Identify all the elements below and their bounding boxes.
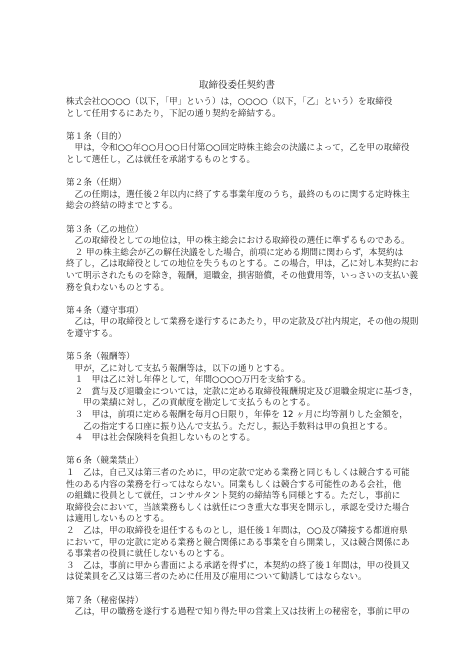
text-line: 乙は，甲の取締役として業務を遂行するにあたり，甲の定款及び社内規定，その他の規則 bbox=[66, 317, 419, 328]
text-line: ２ 賞与及び退職金については，定款に定める取締役報酬規定及び退職金規定に基づき， bbox=[66, 386, 418, 397]
text-line: １ 甲は乙に対し年俸として，年間○○○○万円を支給する。 bbox=[66, 375, 311, 386]
paragraph-gap bbox=[66, 340, 410, 352]
text-line: を遵守する。 bbox=[66, 328, 118, 339]
document-body bbox=[66, 97, 419, 619]
text-line: 株式会社○○○○（以下，「甲」という）は，○○○○（以下，「乙」という）を取締役 bbox=[66, 97, 393, 107]
text-line: 性のある内容の業務を行ってはならない。同業もしくは競合する可能性のある会社，他 bbox=[66, 479, 402, 490]
text-line: 総会の終結の時までとする。 bbox=[66, 201, 178, 212]
text-line: 乙の取締役としての地位は，甲の株主総会における取締役の選任に準ずるものである。 bbox=[66, 236, 410, 247]
article-paragraph bbox=[66, 236, 419, 294]
text-line: は適用しないものとする。 bbox=[66, 514, 170, 525]
text-line: いて明示されたものを除き，報酬，退職金，損害賠償，その他費用等，いっさいの支払い義 bbox=[66, 270, 419, 281]
text-line: 乙は，甲の職務を遂行する過程で知り得た甲の営業上又は技術上の秘密を，事前に甲の bbox=[66, 607, 410, 618]
article-heading: 第３条（乙の地位） bbox=[66, 224, 144, 235]
paragraph-gap bbox=[66, 167, 410, 179]
text-line: ３ 乙は，事前に甲から書面による承諾を得ずに，本契約の終了後１年間は，甲の役員又 bbox=[66, 560, 410, 571]
article-paragraph bbox=[66, 190, 410, 213]
text-line: １ 乙は，自己又は第三者のために，甲の定款で定める業務と同じもしくは競合する可能 bbox=[66, 468, 410, 478]
text-line: として任用するにあたり，下記の通り契約を締結する。 bbox=[66, 108, 281, 119]
text-line: ４ 甲は社会保険料を負担しないものとする。 bbox=[66, 433, 256, 444]
paragraph-gap bbox=[66, 294, 410, 306]
article-paragraph bbox=[66, 468, 410, 584]
article-paragraph bbox=[66, 363, 418, 445]
paragraph-gap bbox=[66, 120, 410, 132]
article-heading: 第４条（遵守事項） bbox=[66, 305, 144, 316]
text-line: は従業員を乙又は第三者のために任用及び雇用について勧誘してはならない。 bbox=[66, 572, 367, 583]
article-heading: 第５条（報酬等） bbox=[66, 352, 135, 363]
article-heading: 第１条（目的） bbox=[66, 131, 127, 142]
text-line: ３ 甲は，前項に定める報酬を毎月○日限り，年俸を 12 ヶ月に均等割りした金額を， bbox=[66, 410, 408, 421]
text-line: 甲が，乙に対して支払う報酬等は，以下の通りとする。 bbox=[66, 363, 290, 374]
article-paragraph bbox=[66, 607, 410, 619]
paragraph-gap bbox=[66, 445, 410, 457]
text-line: の組織に役員として就任，コンサルタント契約の締結等も同様とする。ただし，事前に bbox=[66, 491, 401, 502]
paragraph-gap bbox=[66, 213, 410, 225]
article-paragraph bbox=[66, 317, 419, 340]
text-line: 務を負わないものとする。 bbox=[66, 282, 170, 293]
document-title: 取締役委任契約書 bbox=[198, 80, 275, 91]
text-line: において，甲の定款に定める業務と競合関係にある事業を自ら開業し，又は競合関係にあ bbox=[66, 537, 410, 548]
article-heading: 第２条（任期） bbox=[66, 178, 127, 189]
text-line: 乙の任期は，選任後２年以内に終了する事業年度のうち，最終のものに関する定時株主 bbox=[66, 189, 410, 200]
article-paragraph bbox=[66, 97, 410, 120]
text-line: ２ 乙は，甲の取締役を退任するものとし，退任後１年間は，○○及び隣接する都道府県 bbox=[66, 525, 408, 536]
text-line: として選任し，乙は就任を承諾するものとする。 bbox=[66, 154, 256, 165]
paragraph-gap bbox=[66, 584, 410, 596]
text-line: 乙の指定する口座に振り込んで支払う。ただし，振込手数料は甲の負担とする。 bbox=[66, 421, 393, 432]
article-paragraph bbox=[66, 143, 410, 166]
text-line: ２ 甲の株主総会が乙の解任決議をした場合，前項に定める期間に関わらず，本契約は bbox=[66, 247, 404, 258]
article-heading: 第７条（秘密保持） bbox=[66, 595, 144, 606]
text-line: る事業者の役員に就任しないものとする。 bbox=[66, 549, 230, 560]
text-line: 終了し，乙は取締役としての地位を失うものとする。この場合，甲は，乙に対し本契約にお bbox=[66, 259, 419, 270]
article-heading: 第６条（競業禁止） bbox=[66, 456, 144, 467]
text-line: 取締役会において，当該業務もしくは就任につき重大な事実を開示し，承認を受けた場合 bbox=[66, 502, 410, 513]
text-line: 甲は，令和○○年○○月○○日付第○○回定時株主総会の決議によって，乙を甲の取締役 bbox=[66, 143, 410, 154]
text-line: 甲の業績に対し，乙の貢献度を勘定して支払うものとする。 bbox=[66, 398, 316, 409]
